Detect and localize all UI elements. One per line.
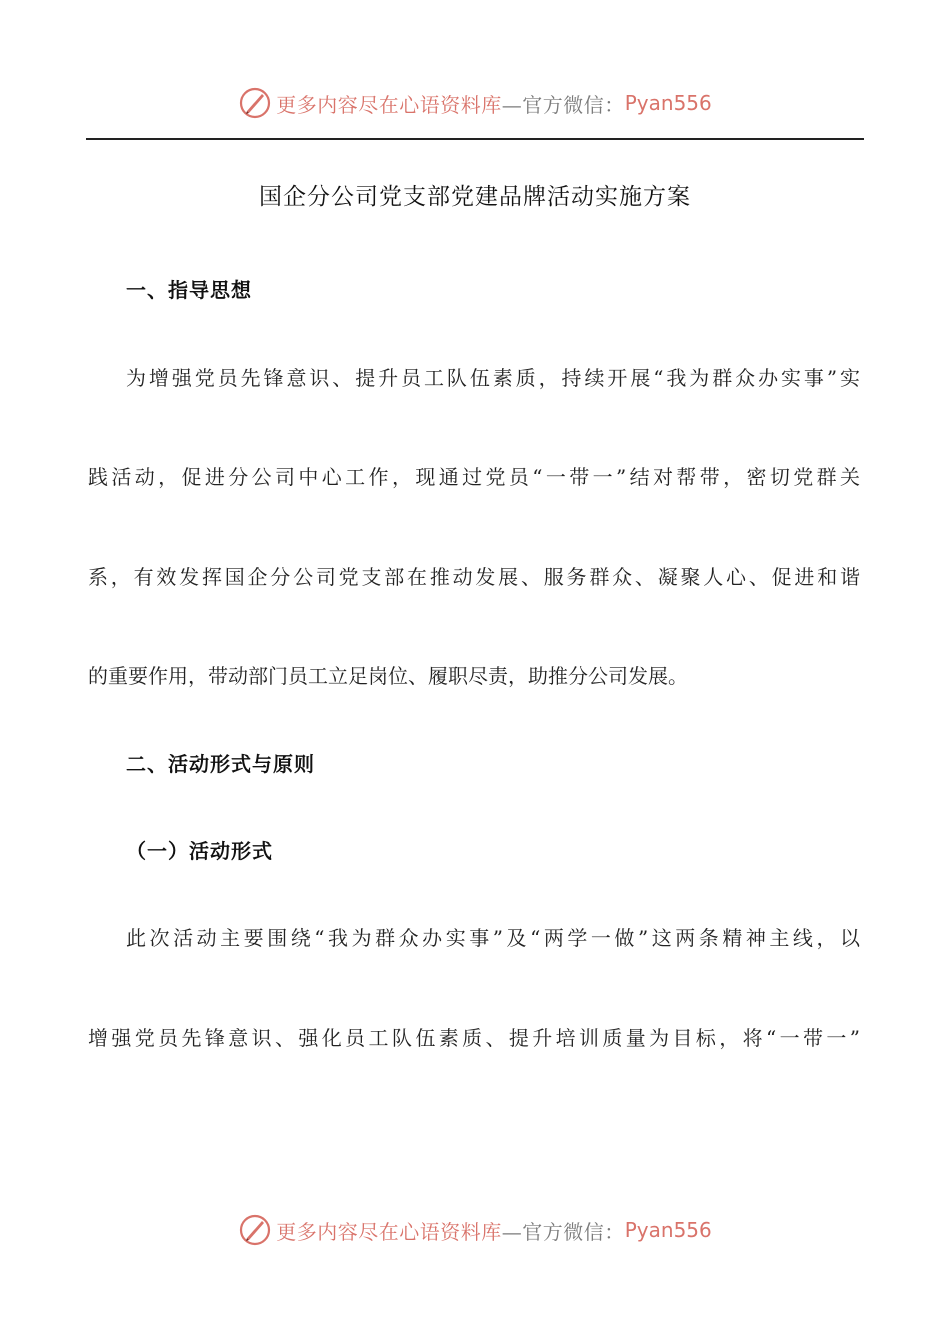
section-heading-guiding-ideology: 一、指导思想 (126, 278, 252, 302)
document-title: 国企分公司党支部党建品牌活动实施方案 (259, 184, 691, 210)
paragraph-line: 此次活动主要围绕“我为群众办实事”及“两学一做”这两条精神主线，以 (126, 926, 860, 950)
paragraph-line: 为增强党员先锋意识、提升员工队伍素质，持续开展“我为群众办实事”实 (126, 366, 860, 390)
paragraph-line: 增强党员先锋意识、强化员工队伍素质、提升培训质量为目标，将“一带一” (88, 1026, 860, 1050)
watermark-banner-top (0, 83, 950, 123)
watermark-middle: —官方微信： (501, 92, 625, 117)
quill-pen-icon (238, 1213, 272, 1247)
section-heading-activity-form: 二、活动形式与原则 (126, 752, 315, 776)
subsection-heading-activity-form: （一）活动形式 (126, 839, 273, 863)
header-rule (86, 138, 864, 140)
watermark-prefix: 更多内容尽在心语资料库 (276, 92, 502, 117)
paragraph-line: 系，有效发挥国企分公司党支部在推动发展、服务群众、凝聚人心、促进和谐 (88, 565, 860, 589)
watermark-banner-bottom (0, 1210, 950, 1250)
watermark-prefix: 更多内容尽在心语资料库 (276, 1219, 502, 1244)
watermark-handle: Pyan556 (624, 91, 712, 115)
watermark-handle: Pyan556 (624, 1218, 712, 1242)
watermark-middle: —官方微信： (501, 1219, 625, 1244)
paragraph-line: 践活动，促进分公司中心工作，现通过党员“一带一”结对帮带，密切党群关 (88, 465, 860, 489)
quill-pen-icon (238, 86, 272, 120)
paragraph-line: 的重要作用，带动部门员工立足岗位、履职尽责，助推分公司发展。 (88, 664, 688, 688)
